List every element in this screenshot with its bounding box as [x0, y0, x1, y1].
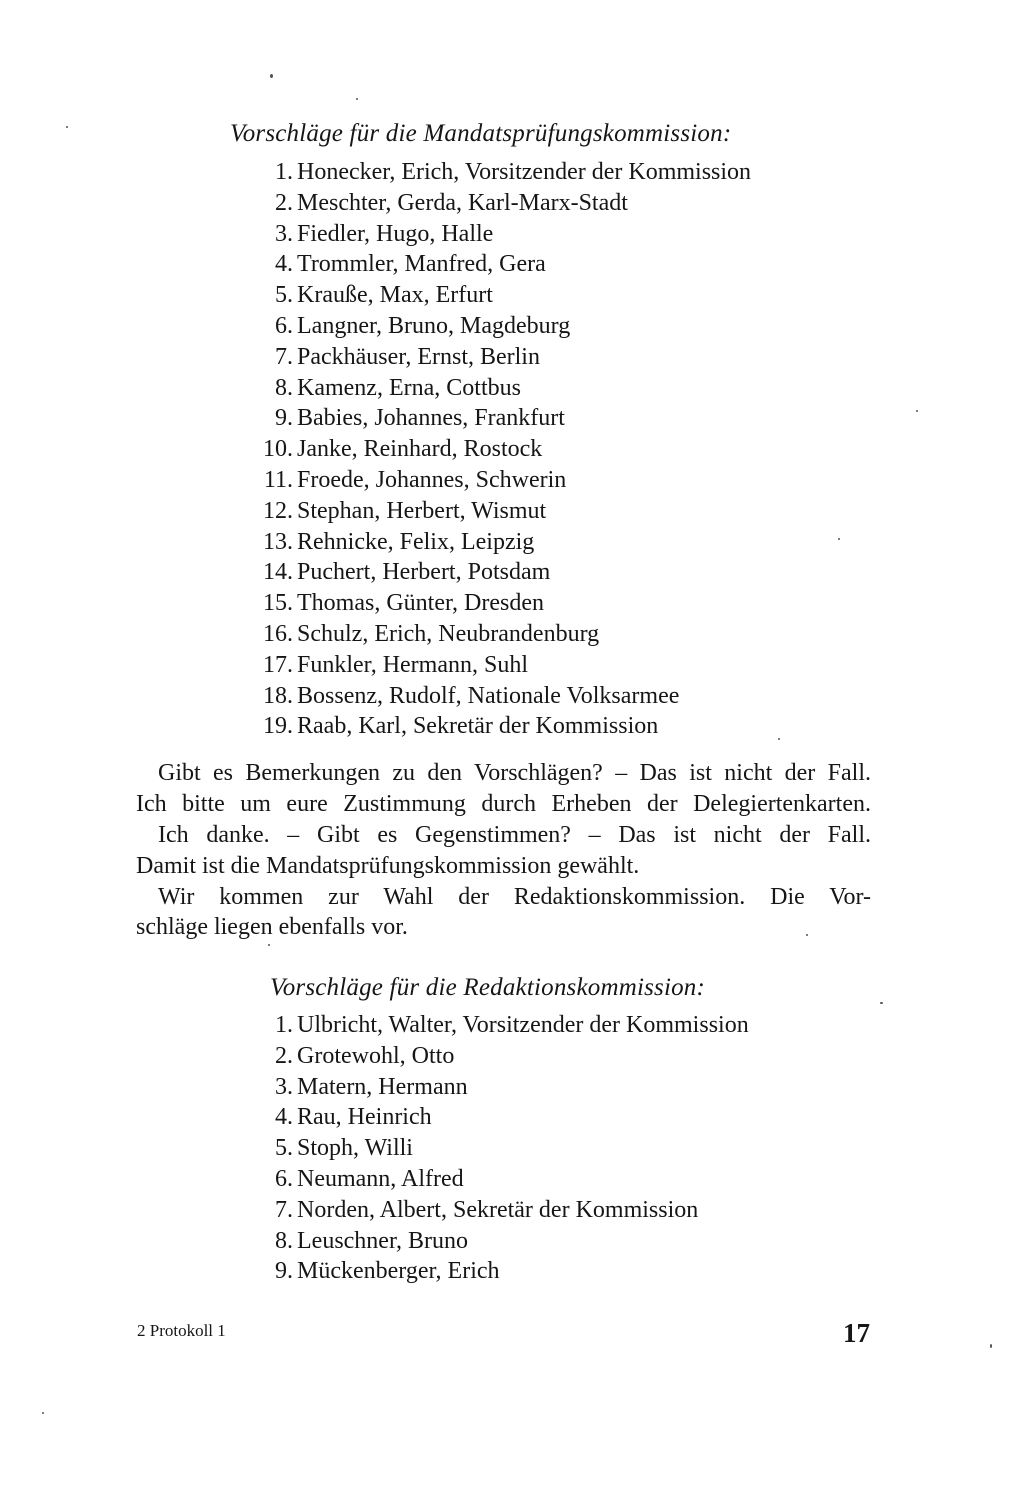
list-item-text: Ulbricht, Walter, Vorsitzender der Kommission: [297, 1012, 749, 1038]
list-item: [275, 1010, 749, 1041]
list-item-text: Funkler, Hermann, Suhl: [297, 651, 529, 678]
list-item: [263, 434, 751, 465]
list-item: [275, 373, 751, 404]
list-item-number: 19.: [263, 713, 293, 740]
scan-speck: [270, 74, 273, 78]
list-item-number: 5.: [275, 1135, 293, 1162]
list-item-number: 9.: [275, 405, 293, 432]
list-item-number: 11.: [263, 466, 293, 493]
list-item: [275, 1133, 749, 1164]
list-item-number: 10.: [263, 436, 293, 463]
list-item: [275, 1195, 749, 1226]
list-item: [275, 219, 751, 250]
list-item-text: Janke, Reinhard, Rostock: [297, 436, 543, 463]
list-item: [275, 280, 751, 311]
list-item: [275, 311, 751, 342]
editorial-commission-list: [275, 1010, 749, 1287]
list-item: [275, 1256, 749, 1287]
list-item-number: 2.: [275, 1042, 293, 1069]
paragraph-remarks: Gibt es Bemerkungen zu den Vorschlägen? – Das ist nicht der Fall.: [158, 760, 871, 786]
list-item-number: 3.: [275, 220, 293, 247]
scan-speck: [880, 1002, 883, 1004]
list-item-text: Krauße, Max, Erfurt: [297, 282, 493, 309]
list-item: [275, 249, 751, 280]
scan-speck: [356, 98, 358, 100]
list-item-text: Packhäuser, Ernst, Berlin: [297, 343, 540, 370]
mandate-commission-list: [263, 157, 752, 742]
scan-speck: [778, 738, 780, 740]
page-number: 17: [843, 1318, 870, 1348]
list-item: [275, 1226, 749, 1257]
list-item: [263, 681, 751, 712]
list-item: [263, 557, 751, 588]
list-item: [263, 588, 751, 619]
list-item-number: 7.: [275, 1196, 293, 1223]
list-item-text: Matern, Hermann: [297, 1073, 468, 1100]
list-item-number: 6.: [275, 312, 293, 339]
list-item-text: Langner, Bruno, Magdeburg: [297, 312, 571, 339]
list-item-text: Kamenz, Erna, Cottbus: [297, 374, 521, 401]
list-item: [263, 496, 751, 527]
list-item-number: 4.: [275, 1104, 293, 1131]
scan-speck: [838, 538, 840, 540]
paragraph-next-election-line1: Wir kommen zur Wahl der Redaktionskommission. Die Vor-: [158, 884, 871, 910]
scan-speck: [268, 944, 270, 946]
list-item-number: 8.: [275, 1227, 293, 1254]
list-item-text: Raab, Karl, Sekretär der Kommission: [297, 713, 659, 740]
list-item: [275, 1102, 749, 1133]
scan-speck: [806, 934, 808, 936]
list-item: [275, 1072, 749, 1103]
list-item-text: Schulz, Erich, Neubrandenburg: [297, 620, 600, 647]
list-item-number: 1.: [275, 159, 293, 185]
list-item-text: Babies, Johannes, Frankfurt: [297, 405, 565, 432]
editorial-commission-heading: Vorschläge für die Redaktionskommission:: [270, 974, 706, 1001]
list-item: [275, 1164, 749, 1195]
print-signature: 2 Protokoll 1: [137, 1321, 226, 1340]
list-item-number: 6.: [275, 1165, 293, 1192]
paragraph-counter-votes: Ich danke. – Gibt es Gegenstimmen? – Das ist nicht der Fall.: [158, 822, 871, 848]
list-item-text: Stoph, Willi: [297, 1135, 413, 1162]
list-item-text: Bossenz, Rudolf, Nationale Volksarmee: [297, 682, 680, 709]
list-item-number: 13.: [263, 528, 293, 555]
list-item: [275, 1041, 749, 1072]
list-item-text: Norden, Albert, Sekretär der Kommission: [297, 1196, 699, 1223]
list-item-number: 12.: [263, 497, 293, 524]
list-item: [263, 711, 751, 742]
list-item: [275, 342, 751, 373]
list-item-text: Meschter, Gerda, Karl-Marx-Stadt: [297, 189, 628, 216]
list-item-number: 16.: [263, 620, 293, 647]
list-item-text: Trommler, Manfred, Gera: [297, 251, 546, 278]
list-item: [263, 619, 751, 650]
list-item-text: Froede, Johannes, Schwerin: [297, 466, 567, 493]
list-item-number: 7.: [275, 343, 293, 370]
list-item-text: Grotewohl, Otto: [297, 1042, 455, 1069]
list-item-number: 1.: [275, 1012, 293, 1038]
list-item-number: 5.: [275, 282, 293, 309]
list-item: [263, 650, 751, 681]
scan-speck: [42, 1412, 44, 1414]
scan-speck: [66, 126, 68, 128]
list-item-number: 18.: [263, 682, 293, 709]
scan-speck: [916, 410, 918, 412]
list-item-number: 15.: [263, 590, 293, 617]
list-item-text: Leuschner, Bruno: [297, 1227, 468, 1254]
mandate-commission-heading: Vorschläge für die Mandatsprüfungskommission:: [230, 120, 732, 147]
list-item-text: Rau, Heinrich: [297, 1104, 432, 1131]
list-item-number: 2.: [275, 189, 293, 216]
list-item-text: Thomas, Günter, Dresden: [297, 590, 544, 617]
list-item-text: Rehnicke, Felix, Leipzig: [297, 528, 535, 555]
list-item-number: 9.: [275, 1258, 293, 1285]
paragraph-elected: Damit ist die Mandatsprüfungskommission gewählt.: [136, 853, 640, 879]
list-item-text: Puchert, Herbert, Potsdam: [297, 559, 551, 586]
paragraph-next-election-line2: schläge liegen ebenfalls vor.: [136, 914, 408, 940]
list-item: [263, 465, 751, 496]
list-item: [275, 188, 751, 219]
list-item-text: Honecker, Erich, Vorsitzender der Kommission: [297, 159, 752, 185]
list-item-text: Neumann, Alfred: [297, 1165, 464, 1192]
paragraph-approval-request: Ich bitte um eure Zustimmung durch Erheben der Delegiertenkarten.: [136, 791, 871, 817]
list-item-text: Fiedler, Hugo, Halle: [297, 220, 494, 247]
list-item: [275, 403, 751, 434]
list-item-number: 14.: [263, 559, 293, 586]
list-item-number: 3.: [275, 1073, 293, 1100]
list-item-number: 8.: [275, 374, 293, 401]
list-item: [263, 527, 751, 558]
list-item-number: 4.: [275, 251, 293, 278]
list-item-text: Stephan, Herbert, Wismut: [297, 497, 547, 524]
list-item: [275, 157, 752, 188]
list-item-text: Mückenberger, Erich: [297, 1258, 500, 1285]
scan-speck: [990, 1344, 992, 1348]
list-item-number: 17.: [263, 651, 293, 678]
